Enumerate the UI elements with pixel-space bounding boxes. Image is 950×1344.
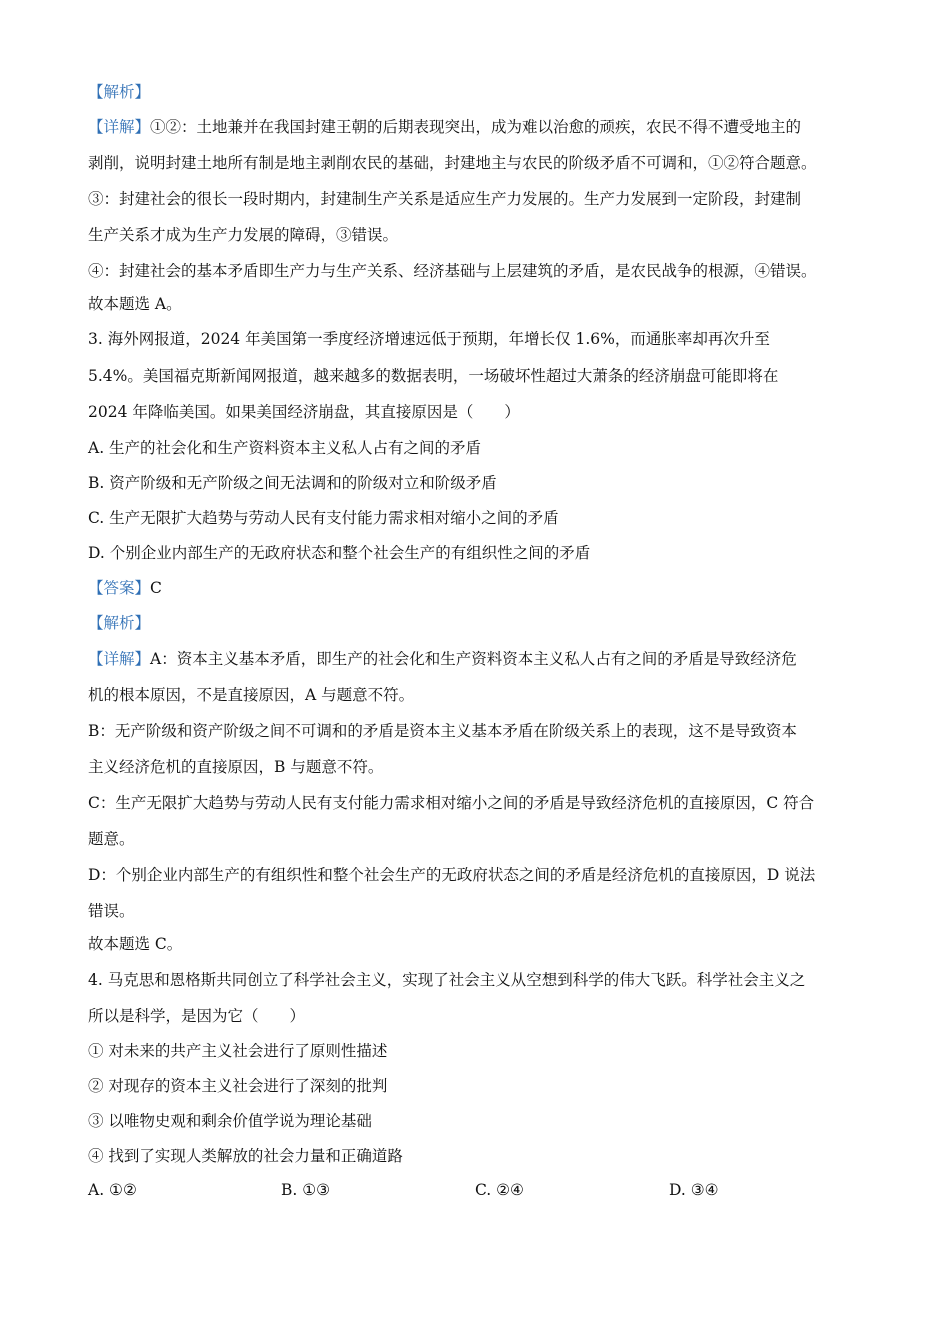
q4-stem-line: 所以是科学，是因为它（ ） (88, 1007, 306, 1025)
q2-detail-line: ③：封建社会的很长一段时期内，封建制生产关系是适应生产力发展的。生产力发展到一定阶段，封建制 (88, 190, 802, 208)
q3-stem-line: 3. 海外网报道，2024 年美国第一季度经济增速远低于预期，年增长仅 1.6%，而通胀率却再次升至 (88, 330, 770, 348)
q3-detail-line (88, 649, 797, 669)
q4-choice-b: B. ①③ (281, 1181, 331, 1199)
q2-detail-line: 剥削，说明封建土地所有制是地主剥削农民的基础，封建地主与农民的阶级矛盾不可调和，①②符合题意。 (88, 154, 817, 172)
q3-option-a: A. 生产的社会化和生产资料资本主义私人占有之间的矛盾 (88, 439, 482, 457)
q3-option-c: C. 生产无限扩大趋势与劳动人民有支付能力需求相对缩小之间的矛盾 (88, 509, 559, 527)
q4-choice-a: A. ①② (88, 1181, 137, 1199)
q3-detail-tag: 【详解】 (88, 650, 151, 668)
q4-statement-4: ④ 找到了实现人类解放的社会力量和正确道路 (88, 1147, 403, 1165)
q3-stem-line: 2024 年降临美国。如果美国经济崩盘，其直接原因是（ ） (88, 403, 520, 421)
q3-detail-line: 错误。 (88, 902, 135, 920)
q3-answer-tag: 【答案】 (88, 579, 151, 597)
q3-detail-line: D：个别企业内部生产的有组织性和整个社会生产的无政府状态之间的矛盾是经济危机的直接原因，D 说法 (88, 866, 816, 884)
q2-detail-line: ④：封建社会的基本矛盾即生产力与生产关系、经济基础与上层建筑的矛盾，是农民战争的根源，④错误。 (88, 262, 817, 280)
q3-answer (88, 578, 162, 598)
q3-option-b: B. 资产阶级和无产阶级之间无法调和的阶级对立和阶级矛盾 (88, 474, 497, 492)
q3-detail-line: 机的根本原因，不是直接原因，A 与题意不符。 (88, 686, 415, 704)
q3-detail-line: 主义经济危机的直接原因，B 与题意不符。 (88, 758, 384, 776)
q3-analysis-tag: 【解析】 (88, 614, 151, 632)
q2-analysis-tag: 【解析】 (88, 83, 151, 101)
q2-detail-line: 生产关系才成为生产力发展的障碍，③错误。 (88, 226, 399, 244)
q2-detail-text: ①②：土地兼并在我国封建王朝的后期表现突出，成为难以治愈的顽疾，农民不得不遭受地主的 (150, 118, 802, 136)
q3-detail-line: 题意。 (88, 830, 135, 848)
q4-choice-c: C. ②④ (475, 1181, 524, 1199)
q2-detail-line (88, 117, 801, 137)
q4-choice-d: D. ③④ (669, 1181, 719, 1199)
q3-conclusion: 故本题选 C。 (88, 935, 183, 953)
q4-statement-3: ③ 以唯物史观和剩余价值学说为理论基础 (88, 1112, 372, 1130)
q3-option-d: D. 个别企业内部生产的无政府状态和整个社会生产的有组织性之间的矛盾 (88, 544, 591, 562)
q2-detail-tag: 【详解】 (88, 118, 151, 136)
q3-detail-text: A：资本主义基本矛盾，即生产的社会化和生产资料资本主义私人占有之间的矛盾是导致经济危 (150, 650, 797, 668)
q4-stem-line: 4. 马克思和恩格斯共同创立了科学社会主义，实现了社会主义从空想到科学的伟大飞跃。科学社会主义之 (88, 971, 806, 989)
q3-stem-line: 5.4%。美国福克斯新闻网报道，越来越多的数据表明，一场破坏性超过大萧条的经济崩盘可能即将在 (88, 367, 779, 385)
q4-statement-1: ① 对未来的共产主义社会进行了原则性描述 (88, 1042, 388, 1060)
q2-conclusion: 故本题选 A。 (88, 295, 182, 313)
q3-answer-value: C (150, 579, 162, 597)
q4-statement-2: ② 对现存的资本主义社会进行了深刻的批判 (88, 1077, 388, 1095)
q3-detail-line: B：无产阶级和资产阶级之间不可调和的矛盾是资本主义基本矛盾在阶级关系上的表现，这不是导致资本 (88, 722, 797, 740)
q3-detail-line: C：生产无限扩大趋势与劳动人民有支付能力需求相对缩小之间的矛盾是导致经济危机的直接原因，C 符合 (88, 794, 815, 812)
